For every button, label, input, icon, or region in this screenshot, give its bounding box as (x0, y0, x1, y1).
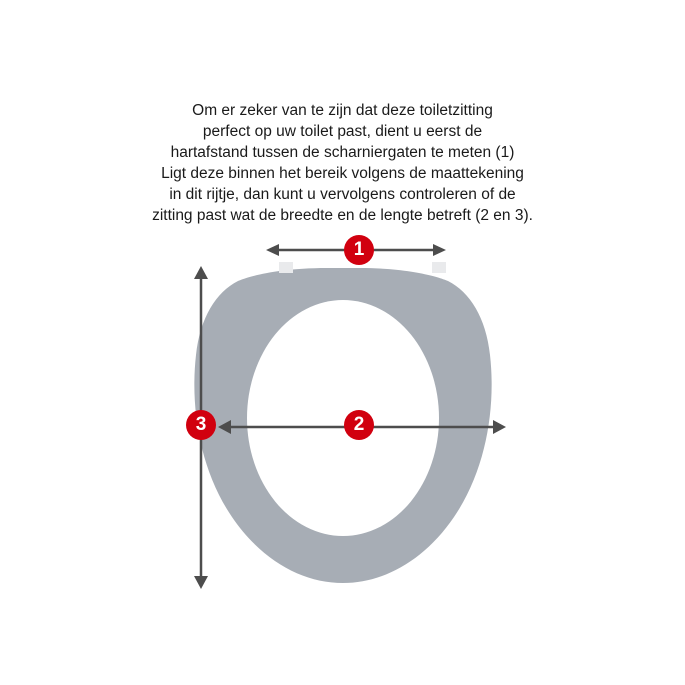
instruction-line-1: Om er zeker van te zijn dat deze toiletzitting (192, 102, 493, 119)
toilet-seat-inner-hole (247, 300, 439, 536)
instruction-line-3: hartafstand tussen de scharniergaten te meten (1) (170, 144, 515, 161)
badge-3: 3 (186, 410, 216, 440)
instruction-line-4: Ligt deze binnen het bereik volgens de maattekening (161, 165, 524, 182)
hinge-hole-left (279, 262, 293, 273)
instruction-line-6: zitting past wat de breedte en de lengte betreft (2 en 3). (152, 207, 533, 224)
hinge-hole-right (432, 262, 446, 273)
instruction-line-5: in dit rijtje, dan kunt u vervolgens controleren of de (169, 186, 516, 203)
badge-1: 1 (344, 235, 374, 265)
badge-2: 2 (344, 410, 374, 440)
instruction-line-2: perfect op uw toilet past, dient u eerst de (202, 123, 483, 140)
